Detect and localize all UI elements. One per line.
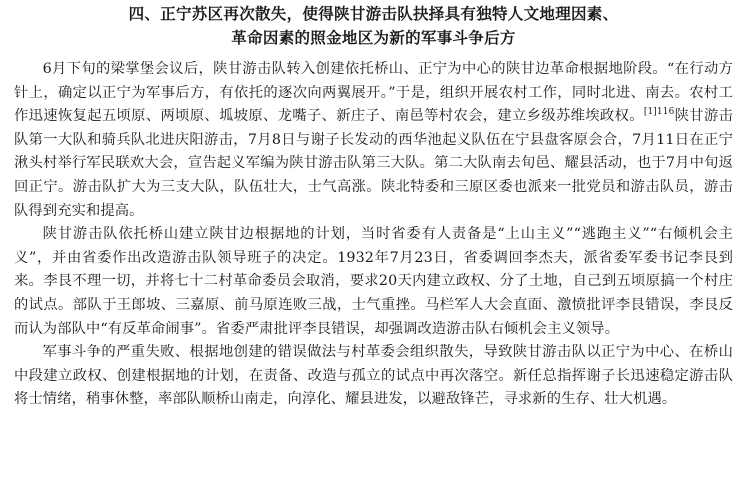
paragraph-1 bbox=[14, 58, 733, 223]
paragraph-1-text-b: 陕甘游击队第一大队和骑兵队北进庆阳游击，7月8日与谢子长发动的西华池起义队伍在宁县盘客原会合，7月11日在正宁湫头村举行军民联欢大会，宣告起义军编为陕甘游击队第三大队。第二大队南去旬邑、耀县活动，也于7月中旬返回正宁。游击队扩大为三支大队，队伍壮大，士气高涨。陕北特委和三原区委也派来一批党员和游击队员，游击队得到充实和提高。 bbox=[14, 108, 733, 219]
paragraph-2: 陕甘游击队依托桥山建立陕甘边根据地的计划，当时省委有人责备是“上山主义”“逃跑主义”“右倾机会主义”，并由省委作出改造游击队领导班子的决定。1932年7月23日，省委调回李杰夫，派省委军委书记李艮到来。李艮不理一切，并将七十二村革命委员会取消，要求20天内建立政权、分了土地，自己到五顷原搞一个村庄的试点。部队于王郎坡、三嘉原、前马原连败三战，士气重挫。马栏军人大会直面、激愤批评李艮错误，李艮反而认为部队中“有反革命闹事”。省委严肃批评李艮错误，却强调改造游击队右倾机会主义领导。 bbox=[14, 226, 733, 337]
paragraph-3: 军事斗争的严重失败、根据地创建的错误做法与村革委会组织散失，导致陕甘游击队以正宁为中心、在桥山中段建立政权、创建根据地的计划，在责备、改造与孤立的试点中再次落空。新任总指挥谢子长迅速稳定游击队将士情绪，稍事休整，率部队顺桥山南走，向淳化、耀县进发，以避敌锋芒，寻求新的生存、壮大机遇。 bbox=[14, 344, 733, 408]
citation-reference: [1]116 bbox=[643, 107, 675, 118]
section-heading bbox=[14, 2, 733, 50]
paragraph-1-text-a: 6月下旬的梁掌堡会议后，陕甘游击队转入创建依托桥山、正宁为中心的陕甘边革命根据地阶段。“在行动方针上，确定以正宁为军事后方，有依托的逐次向两翼展开。”于是，组织开展农村工作，同时北进、南去。农村工作迅速恢复起五顷原、两顷原、坬坡原、龙嘴子、新庄子、南邑等村农会，建立乡级苏维埃政权。 bbox=[14, 61, 733, 125]
section-heading-line-1: 四、正宁苏区再次散失，使得陕甘游击队抉择具有独特人文地理因素、 bbox=[128, 5, 619, 23]
section-heading-line-2: 革命因素的照金地区为新的军事斗争后方 bbox=[231, 29, 516, 47]
